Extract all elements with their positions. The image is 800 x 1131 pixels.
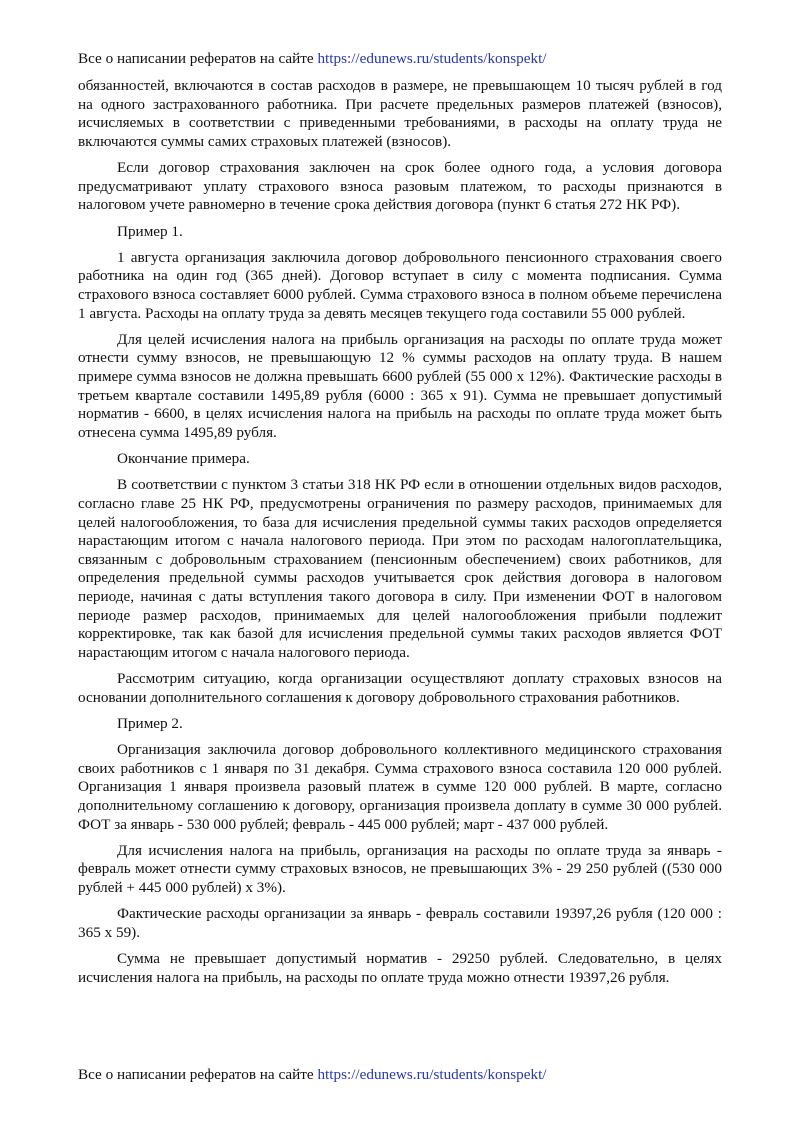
header-link[interactable]: https://edunews.ru/students/konspekt/ <box>317 50 547 67</box>
paragraph-continuation: обязанностей, включаются в состав расходов в размере, не превышающем 10 тысяч рублей в год на одного застрахованного работника. При расчете предельных размеров платежей (взносов), исчисляемых в соответствии с приведенными требованиями, в расходы на оплату труда не включаются суммы самих страховых платежей (взносов). <box>78 77 722 150</box>
paragraph: Организация заключила договор добровольного коллективного медицинского страхования своих работников с 1 января по 31 декабря. Сумма страхового взноса составила 120 000 рублей. Организация 1 января произвела разовый платеж в сумме 120 000 рублей. В марте, согласно дополнительному соглашению к договору, организация произвела доплату в сумме 30 000 рублей. ФОТ за январь - 530 000 рублей; февраль - 445 000 рублей; март - 437 000 рублей. <box>78 741 722 833</box>
example-heading: Пример 1. <box>117 222 183 240</box>
paragraph: Сумма не превышает допустимый норматив - 29250 рублей. Следовательно, в целях исчисления налога на прибыль, на расходы по оплате труда можно отнести 19397,26 рубля. <box>78 950 722 986</box>
example-heading: Пример 2. <box>117 714 183 732</box>
paragraph: 1 августа организация заключила договор добровольного пенсионного страхования своего работника на один год (365 дней). Договор вступает в силу с момента подписания. Сумма страхового взноса составляет 6000 рублей. Сумма страхового взноса в полном объеме перечислена 1 августа. Расходы на оплату труда за девять месяцев текущего года составили 55 000 рублей. <box>78 248 722 322</box>
footer-text: Все о написании рефератов на сайте <box>78 1066 314 1083</box>
header-text: Все о написании рефератов на сайте <box>78 50 314 67</box>
document-body <box>78 77 722 995</box>
paragraph: Рассмотрим ситуацию, когда организации осуществляют доплату страховых взносов на основании дополнительного соглашения к договору добровольного страхования работников. <box>78 670 722 706</box>
footer-link[interactable]: https://edunews.ru/students/konspekt/ <box>317 1066 547 1083</box>
paragraph: Если договор страхования заключен на срок более одного года, а условия договора предусматривают уплату страхового взноса разовым платежом, то расходы признаются в налоговом учете равномерно в течение срока действия договора (пункт 6 статья 272 НК РФ). <box>78 159 722 214</box>
example-end: Окончание примера. <box>117 450 250 468</box>
page-header <box>78 50 740 68</box>
paragraph: Фактические расходы организации за январь - февраль составили 19397,26 рубля (120 000 : 365 x 59). <box>78 905 722 941</box>
paragraph: Для целей исчисления налога на прибыль организация на расходы по оплате труда может отнести сумму взносов, не превышающую 12 % суммы расходов на оплату труда. В нашем примере сумма взносов не должна превышать 6600 рублей (55 000 x 12%). Фактические расходы в третьем квартале составили 1495,89 рубля (6000 : 365 x 91). Сумма не превышает допустимый норматив - 6600, в целях исчисления налога на прибыль на расходы по оплате труда может быть отнесена сумма 1495,89 рубля. <box>78 330 722 441</box>
paragraph: В соответствии с пунктом 3 статьи 318 НК РФ если в отношении отдельных видов расходов, согласно главе 25 НК РФ, предусмотрены ограничения по размеру расходов, принимаемых для целей налогообложения, то база для исчисления предельной суммы таких расходов определяется нарастающим итогом с начала налогового периода. При этом по расходам налогоплательщика, связанным с добровольным страхованием (пенсионным обеспечением) своих работников, для определения предельной суммы расходов учитывается срок действия договора в налоговом периоде, начиная с даты вступления такого договора в силу. При изменении ФОТ в налоговом периоде размер расходов, принимаемых для целей налогообложения прибыли подлежит корректировке, так как базой для исчисления предельной суммы таких расходов является ФОТ нарастающим итогом с начала налогового периода. <box>78 476 722 661</box>
page-footer <box>78 1066 740 1084</box>
paragraph: Для исчисления налога на прибыль, организация на расходы по оплате труда за январь - февраль может отнести сумму страховых взносов, не превышающих 3% - 29 250 рублей ((530 000 рублей + 445 000 рублей) x 3%). <box>78 841 722 897</box>
